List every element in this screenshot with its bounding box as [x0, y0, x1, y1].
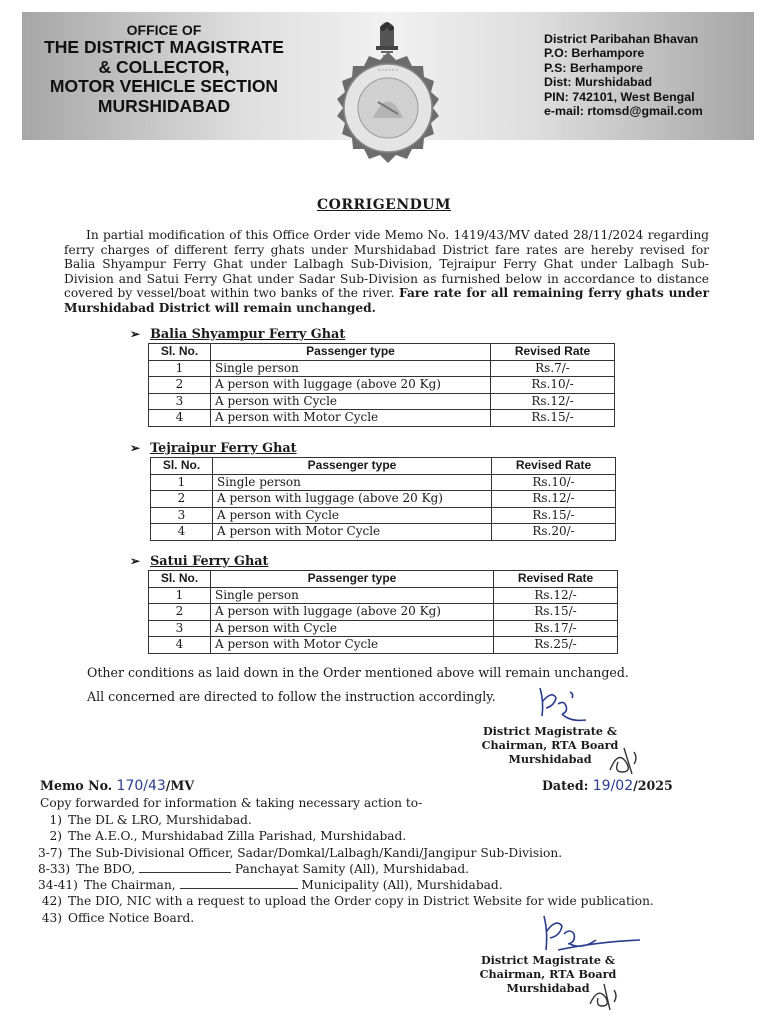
table-row [149, 410, 615, 427]
office-of-label: OFFICE OF [126, 22, 202, 38]
list-item: 3-7) The Sub-Divisional Officer, Sadar/Domkal/Lalbagh/Kandi/Jangipur Sub-Division. [38, 845, 563, 860]
email-line: e-mail: rtomsd@gmail.com [544, 104, 703, 119]
address-block [544, 32, 754, 118]
address-line: District Paribahan Bhavan [544, 32, 699, 46]
handwritten-date: 19/02 [592, 778, 634, 794]
handwritten-memo-number: 170/43 [116, 778, 166, 794]
passenger-type-cell: A person with Motor Cycle [211, 410, 491, 427]
list-item: 2) The A.E.O., Murshidabad Zilla Parishad, Murshidabad. [49, 829, 407, 844]
table-row [151, 507, 616, 524]
list-item: 43) Office Notice Board. [41, 910, 195, 925]
passenger-type-cell: A person with luggage (above 20 Kg) [211, 377, 491, 394]
rate-cell: Rs.25/- [494, 637, 618, 654]
table-header-row [149, 344, 615, 361]
signatory-line: Chairman, RTA Board [479, 967, 617, 982]
rate-cell: Rs.20/- [492, 524, 616, 541]
column-header: Sl. No. [149, 571, 211, 588]
list-item: 1) The DL & LRO, Murshidabad. [49, 813, 252, 827]
passenger-type-cell: A person with luggage (above 20 Kg) [211, 604, 494, 621]
list-item: 34-41) The Chairman, Municipality (All), Murshidabad. [38, 878, 503, 893]
arrow-bullet-icon: ➢ [130, 441, 141, 455]
fill-in-blank [180, 878, 298, 889]
intro-bold-text: Fare rate for all remaining ferry ghats under Murshidabad District will remain unchanged. [64, 286, 709, 315]
table-row [149, 587, 618, 604]
sl-cell: 3 [149, 393, 211, 410]
fill-in-blank [139, 862, 231, 873]
column-header: Passenger type [211, 571, 494, 588]
column-header: Passenger type [211, 344, 491, 361]
column-header: Revised Rate [491, 344, 615, 361]
rate-table [150, 457, 616, 541]
sl-cell: 2 [151, 491, 213, 508]
sl-cell: 1 [149, 360, 211, 377]
sl-cell: 3 [151, 507, 213, 524]
office-name-block [30, 22, 298, 116]
sl-cell: 2 [149, 377, 211, 394]
signatory-line: Chairman, RTA Board [481, 738, 619, 753]
rate-cell: Rs.12/- [492, 491, 616, 508]
table-row [151, 524, 616, 541]
passenger-type-cell: A person with Cycle [211, 393, 491, 410]
rate-table [148, 570, 618, 654]
passenger-type-cell: A person with luggage (above 20 Kg) [213, 491, 492, 508]
office-line: & COLLECTOR, [98, 56, 230, 77]
table-row [149, 377, 615, 394]
rate-cell: Rs.17/- [494, 620, 618, 637]
rate-cell: Rs.10/- [492, 474, 616, 491]
sl-cell: 1 [151, 474, 213, 491]
rate-cell: Rs.15/- [492, 507, 616, 524]
column-header: Sl. No. [151, 458, 213, 475]
table-row [151, 474, 616, 491]
signatory-line: Murshidabad [508, 752, 592, 767]
passenger-type-cell: A person with Motor Cycle [213, 524, 492, 541]
passenger-type-cell: A person with Motor Cycle [211, 637, 494, 654]
initials-mark [586, 980, 622, 1014]
sl-cell: 4 [151, 524, 213, 541]
rate-cell: Rs.10/- [491, 377, 615, 394]
seal-icon [328, 50, 448, 170]
column-header: Revised Rate [494, 571, 618, 588]
office-line: THE DISTRICT MAGISTRATE [44, 37, 284, 57]
intro-text: In partial modification of this Office Order vide Memo No. 1419/43/MV dated 28/11/2024 regarding ferry charges of different ferry ghats under Murshidabad District fare rates are hereby revised for Balia Shyampur Ferry Ghat under Lalbagh Sub-Division, Tejraipur Ferry Ghat under Lalbagh Sub-Division and Satui Ferry Ghat under Sadar Sub-Division as furnished below in accordance to distance covered by vessel/boat within two banks of the river. [64, 228, 709, 301]
rate-cell: Rs.15/- [491, 410, 615, 427]
table-row [149, 620, 618, 637]
closing-line: All concerned are directed to follow the instruction accordingly. [87, 689, 496, 704]
memo-date: Dated: 19/02/2025 [542, 778, 673, 794]
memo-number: Memo No. 170/43/MV [40, 778, 195, 794]
sl-cell: 4 [149, 410, 211, 427]
address-line: PIN: 742101, West Bengal [544, 89, 695, 104]
address-line: P.O: Berhampore [544, 46, 645, 61]
column-header: Passenger type [213, 458, 492, 475]
rate-cell: Rs.7/- [491, 360, 615, 377]
table-header-row [149, 571, 618, 588]
rate-cell: Rs.12/- [491, 393, 615, 410]
passenger-type-cell: Single person [211, 360, 491, 377]
arrow-bullet-icon: ➢ [130, 327, 141, 341]
closing-line: Other conditions as laid down in the Order mentioned above will remain unchanged. [87, 665, 629, 680]
signatory-line: District Magistrate & [480, 953, 616, 967]
table-row [149, 393, 615, 410]
document-title: CORRIGENDUM [317, 197, 451, 213]
rate-table [148, 343, 615, 427]
table-row [149, 637, 618, 654]
office-line: MURSHIDABAD [97, 95, 231, 116]
sl-cell: 3 [149, 620, 211, 637]
arrow-bullet-icon: ➢ [130, 554, 141, 568]
column-header: Sl. No. [149, 344, 211, 361]
ghat-heading: ➢ Balia Shyampur Ferry Ghat [130, 327, 346, 342]
sl-cell: 1 [149, 587, 211, 604]
table-row [151, 491, 616, 508]
copy-list [38, 812, 654, 926]
handwritten-signature [530, 682, 610, 730]
rate-cell: Rs.15/- [494, 604, 618, 621]
ghat-heading: ➢ Tejraipur Ferry Ghat [130, 441, 297, 456]
signatory-line: District Magistrate & [482, 724, 618, 738]
ghat-heading: ➢ Satui Ferry Ghat [130, 554, 269, 569]
passenger-type-cell: A person with Cycle [211, 620, 494, 637]
passenger-type-cell: Single person [213, 474, 492, 491]
list-item: 8-33) The BDO, Panchayat Samity (All), Murshidabad. [38, 861, 470, 876]
table-header-row [151, 458, 616, 475]
passenger-type-cell: A person with Cycle [213, 507, 492, 524]
table-row [149, 360, 615, 377]
address-line: Dist: Murshidabad [544, 75, 653, 90]
table-row [149, 604, 618, 621]
signatory-line: Murshidabad [506, 981, 590, 996]
address-line: P.S: Berhampore [544, 60, 643, 75]
intro-paragraph [64, 228, 709, 316]
column-header: Revised Rate [492, 458, 616, 475]
svg-text:◦◦◦◦◦◦: ◦◦◦◦◦◦ [377, 67, 399, 74]
sl-cell: 2 [149, 604, 211, 621]
initials-mark [604, 744, 644, 778]
list-item: 42) The DIO, NIC with a request to upload the Order copy in District Website for wide publication. [41, 894, 654, 909]
sl-cell: 4 [149, 637, 211, 654]
office-line: MOTOR VEHICLE SECTION [49, 76, 279, 96]
copy-forwarded-intro: Copy forwarded for information & taking necessary action to- [40, 796, 423, 810]
passenger-type-cell: Single person [211, 587, 494, 604]
rate-cell: Rs.12/- [494, 587, 618, 604]
handwritten-signature [536, 910, 644, 958]
